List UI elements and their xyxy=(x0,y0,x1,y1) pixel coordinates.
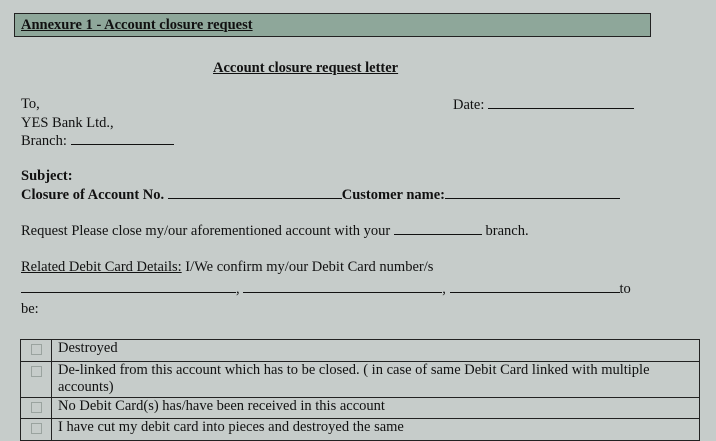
option-checkbox[interactable] xyxy=(31,366,42,377)
card-separator-1: , xyxy=(236,281,240,297)
card-number-line xyxy=(21,280,631,298)
card-number-field-1[interactable] xyxy=(21,280,236,293)
card-be-text: be: xyxy=(21,301,39,317)
debit-card-text: I/We confirm my/our Debit Card number/s xyxy=(181,259,434,275)
request-line xyxy=(21,222,529,240)
branch-field[interactable] xyxy=(71,132,174,145)
date-line xyxy=(453,96,634,114)
annexure-header xyxy=(14,13,651,37)
customer-name-field[interactable] xyxy=(445,186,620,199)
subject-label: Subject: xyxy=(21,168,73,184)
debit-card-options-table xyxy=(20,339,700,441)
option-row xyxy=(21,340,700,362)
letter-title: Account closure request letter xyxy=(213,60,399,76)
branch-line xyxy=(21,132,174,150)
debit-card-line xyxy=(21,259,433,276)
option-label: Destroyed xyxy=(52,340,700,362)
subject-line xyxy=(21,186,620,204)
address-to: To, xyxy=(21,96,40,112)
request-suffix: branch. xyxy=(485,223,529,239)
option-label: I have cut my debit card into pieces and destroyed the same xyxy=(52,419,700,441)
customer-name-label: Customer name: xyxy=(341,187,445,203)
option-checkbox[interactable] xyxy=(31,423,42,434)
branch-label: Branch: xyxy=(21,133,67,149)
card-to-text: to xyxy=(619,281,631,297)
date-field[interactable] xyxy=(488,96,634,109)
option-row xyxy=(21,397,700,419)
option-checkbox[interactable] xyxy=(31,402,42,413)
date-label: Date: xyxy=(453,97,485,113)
debit-card-label: Related Debit Card Details: xyxy=(21,259,182,275)
annexure-title: Annexure 1 - Account closure request xyxy=(21,17,253,33)
card-number-field-2[interactable] xyxy=(243,280,442,293)
card-separator-2: , xyxy=(442,281,446,297)
branch-name-field[interactable] xyxy=(394,222,482,235)
request-text: Request Please close my/our aforementioned account with your xyxy=(21,223,391,239)
account-number-label: Closure of Account No. xyxy=(21,187,165,203)
address-bank: YES Bank Ltd., xyxy=(21,115,114,131)
card-number-field-3[interactable] xyxy=(450,280,620,293)
option-label: De-linked from this account which has to be closed. ( in case of same Debit Card linked with multiple accounts) xyxy=(52,361,700,397)
option-checkbox[interactable] xyxy=(31,344,42,355)
option-row xyxy=(21,361,700,397)
option-row xyxy=(21,419,700,441)
account-number-field[interactable] xyxy=(168,186,342,199)
option-label: No Debit Card(s) has/have been received in this account xyxy=(52,397,700,419)
